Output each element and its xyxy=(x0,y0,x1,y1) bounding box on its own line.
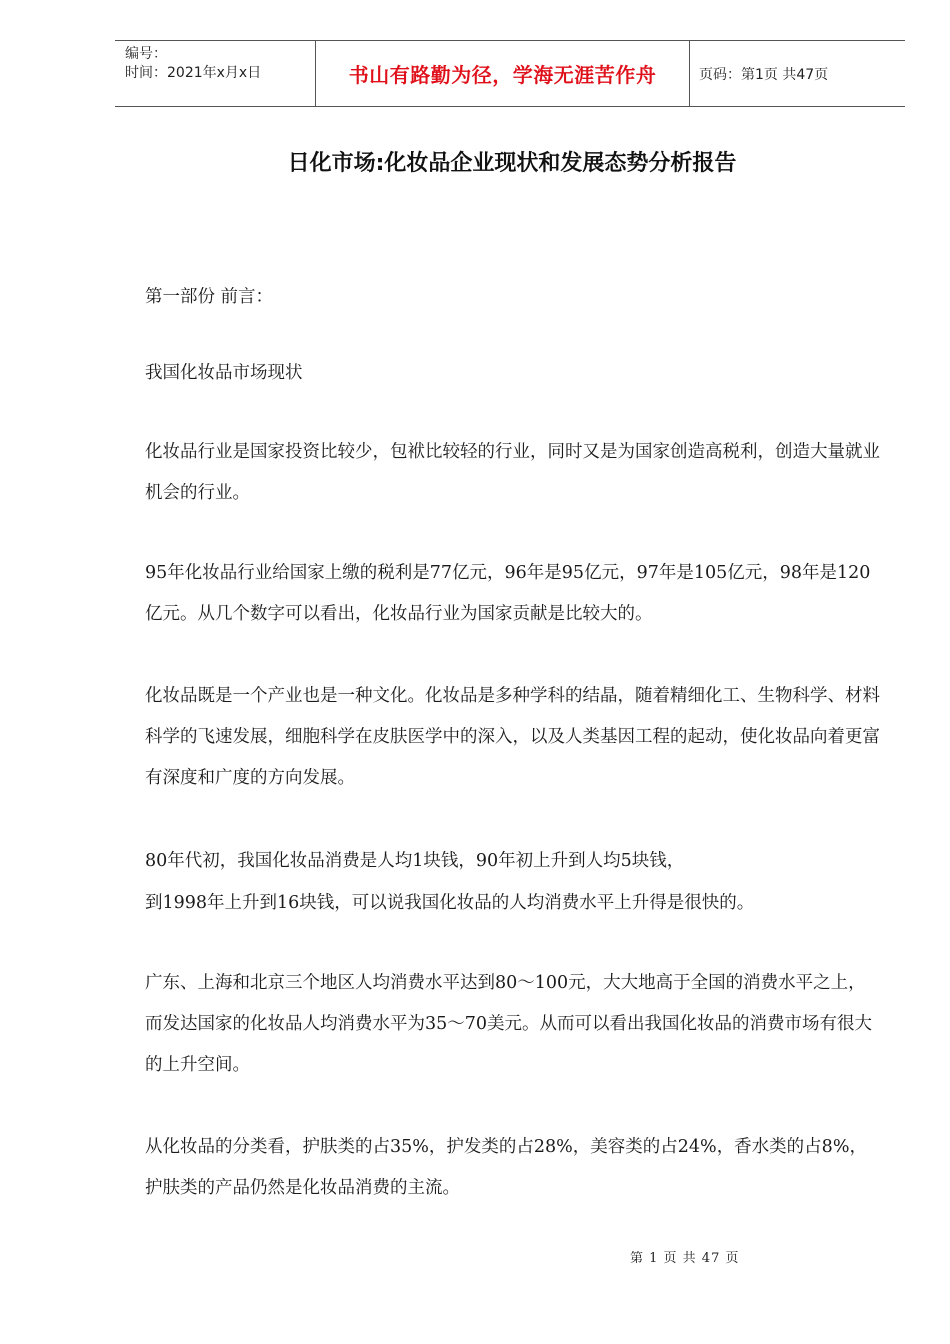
header-motto-cell xyxy=(316,41,690,106)
page-info: 页码：第1页 共47页 xyxy=(699,66,829,83)
header-meta-cell xyxy=(115,41,316,106)
paragraph: 到1998年上升到16块钱，可以说我国化妆品的人均消费水平上升得是很快的。 xyxy=(145,893,755,913)
paragraph: 80年代初，我国化妆品消费是人均1块钱，90年初上升到人均5块钱， xyxy=(145,851,685,871)
serial-label: 编号： xyxy=(125,46,167,62)
paragraph: 从化妆品的分类看，护肤类的占35%，护发类的占28%，美容类的占24%，香水类的占8%，护肤类的产品仍然是化妆品消费的主流。 xyxy=(145,1137,867,1198)
motto-text: 书山有路勤为径，学海无涯苦作舟 xyxy=(348,63,657,87)
document-title: 日化市场:化妆品企业现状和发展态势分析报告 xyxy=(287,151,737,176)
section-heading: 第一部份 前言： xyxy=(145,287,274,307)
subsection-heading: 我国化妆品市场现状 xyxy=(145,363,303,383)
paragraph: 化妆品行业是国家投资比较少，包袱比较轻的行业，同时又是为国家创造高税利，创造大量就业机会的行业。 xyxy=(145,442,880,503)
footer-page-number: 第 1 页 共 47 页 xyxy=(630,1251,740,1266)
paragraph: 95年化妆品行业给国家上缴的税利是77亿元，96年是95亿元，97年是105亿元，98年是120亿元。从几个数字可以看出，化妆品行业为国家贡献是比较大的。 xyxy=(145,563,871,624)
paragraph: 广东、上海和北京三个地区人均消费水平达到80～100元，大大地高于全国的消费水平之上，而发达国家的化妆品人均消费水平为35～70美元。从而可以看出我国化妆品的消费市场有很大的上升空间。 xyxy=(145,973,873,1075)
header-page-cell xyxy=(690,41,905,106)
header-table xyxy=(115,40,905,107)
paragraph: 化妆品既是一个产业也是一种文化。化妆品是多种学科的结晶，随着精细化工、生物科学、材料科学的飞速发展，细胞科学在皮肤医学中的深入，以及人类基因工程的起动，使化妆品向着更富有深度和广度的方向发展。 xyxy=(145,686,880,788)
time-label: 时间：2021年x月x日 xyxy=(125,65,262,81)
